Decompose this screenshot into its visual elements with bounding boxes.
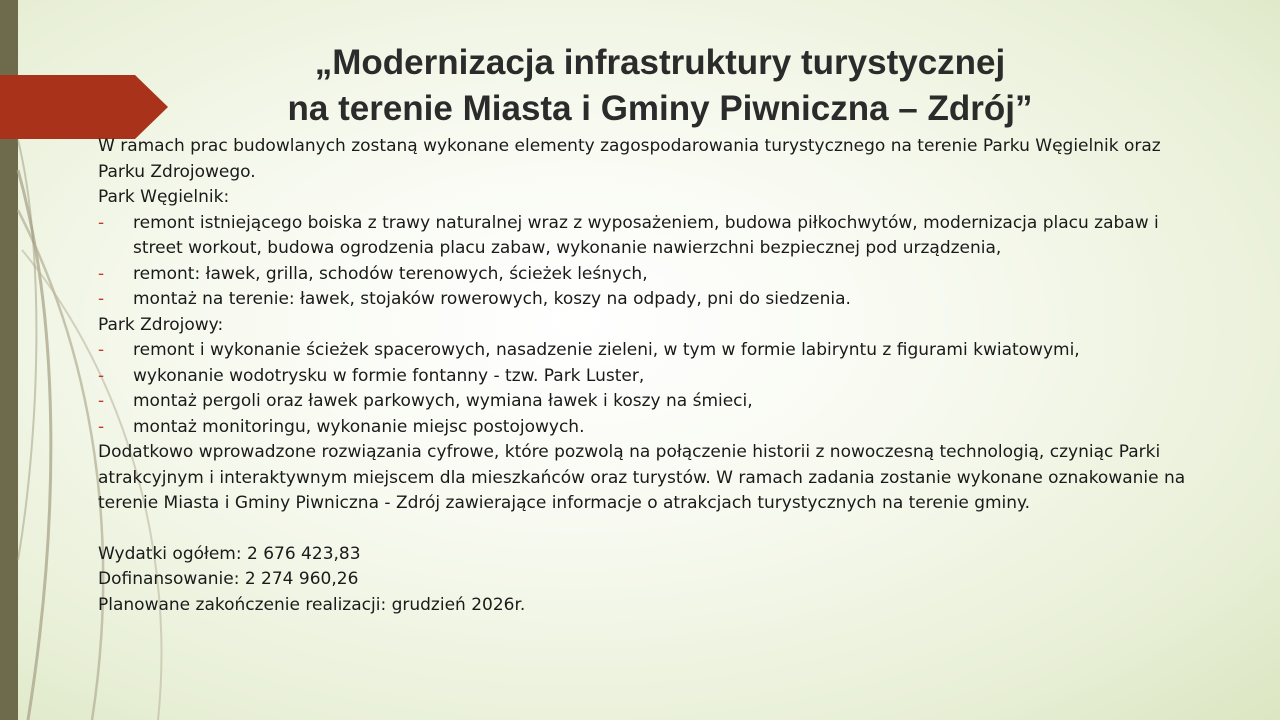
park-wegielnik-heading: Park Węgielnik: [98,187,230,207]
cofinancing-amount: Dofinansowanie: 2 274 960,26 [98,569,359,589]
intro-paragraph: W ramach prac budowlanych zostaną wykonane elementy zagospodarowania turystycznego na terenie Parku Węgielnik oraz Parku Zdrojowego. [98,136,1161,182]
bullet-dash: - [98,365,105,386]
bullet-dash: - [98,391,105,411]
park-wegielnik-list [98,211,1208,313]
park-zdrojowy-list [98,338,1208,440]
list-item: - montaż pergoli oraz ławek parkowych, wymiana ławek i koszy na śmieci, [98,389,1208,415]
slide-title [140,40,1180,132]
spacer [98,517,1208,542]
title-line-1: „Modernizacja infrastruktury turystycznej [314,43,1006,82]
list-item: - wykonanie wodotrysku w formie fontanny - tzw. Park Luster, [98,364,1208,390]
slide-body [98,134,1208,618]
park-zdrojowy-heading: Park Zdrojowy: [98,314,224,335]
list-item: - remont: ławek, grilla, schodów terenowych, ścieżek leśnych, [98,262,1208,288]
total-costs: Wydatki ogółem: 2 676 423,83 [98,543,361,564]
title-line-2: na terenie Miasta i Gminy Piwniczna – Zdrój” [287,89,1033,128]
list-item: - remont istniejącego boiska z trawy naturalnej wraz z wyposażeniem, budowa piłkochwytów, modernizacja placu zabaw i street workout, budowa ogrodzenia placu zabaw, wykonanie nawierzchni bezpiecznej pod urządzenia, [98,212,1159,258]
list-item: - montaż monitoringu, wykonanie miejsc postojowych. [98,415,1208,441]
bullet-dash: - [98,263,105,284]
bullet-dash: - [98,416,105,437]
digital-solutions-paragraph: Dodatkowo wprowadzone rozwiązania cyfrowe, które pozwolą na połączenie historii z nowoczesną technologią, czyniąc Parki atrakcyjnym i interaktywnym miejscem dla mieszkańców oraz turystów. W ramach zadania zostanie wykonane oznakowanie na terenie Miasta i Gminy Piwniczna - Zdrój zawierające informacje o atrakcjach turystycznych na terenie gminy. [98,442,1186,513]
list-item: - remont i wykonanie ścieżek spacerowych, nasadzenie zieleni, w tym w formie labiryntu z figurami kwiatowymi, [98,338,1208,364]
completion-date: Planowane zakończenie realizacji: grudzień 2026r. [98,594,526,615]
bullet-dash: - [98,289,105,309]
bullet-dash: - [98,340,105,360]
list-item: - montaż na terenie: ławek, stojaków rowerowych, koszy na odpady, pni do siedzenia. [98,287,1208,313]
bullet-dash: - [98,212,105,233]
